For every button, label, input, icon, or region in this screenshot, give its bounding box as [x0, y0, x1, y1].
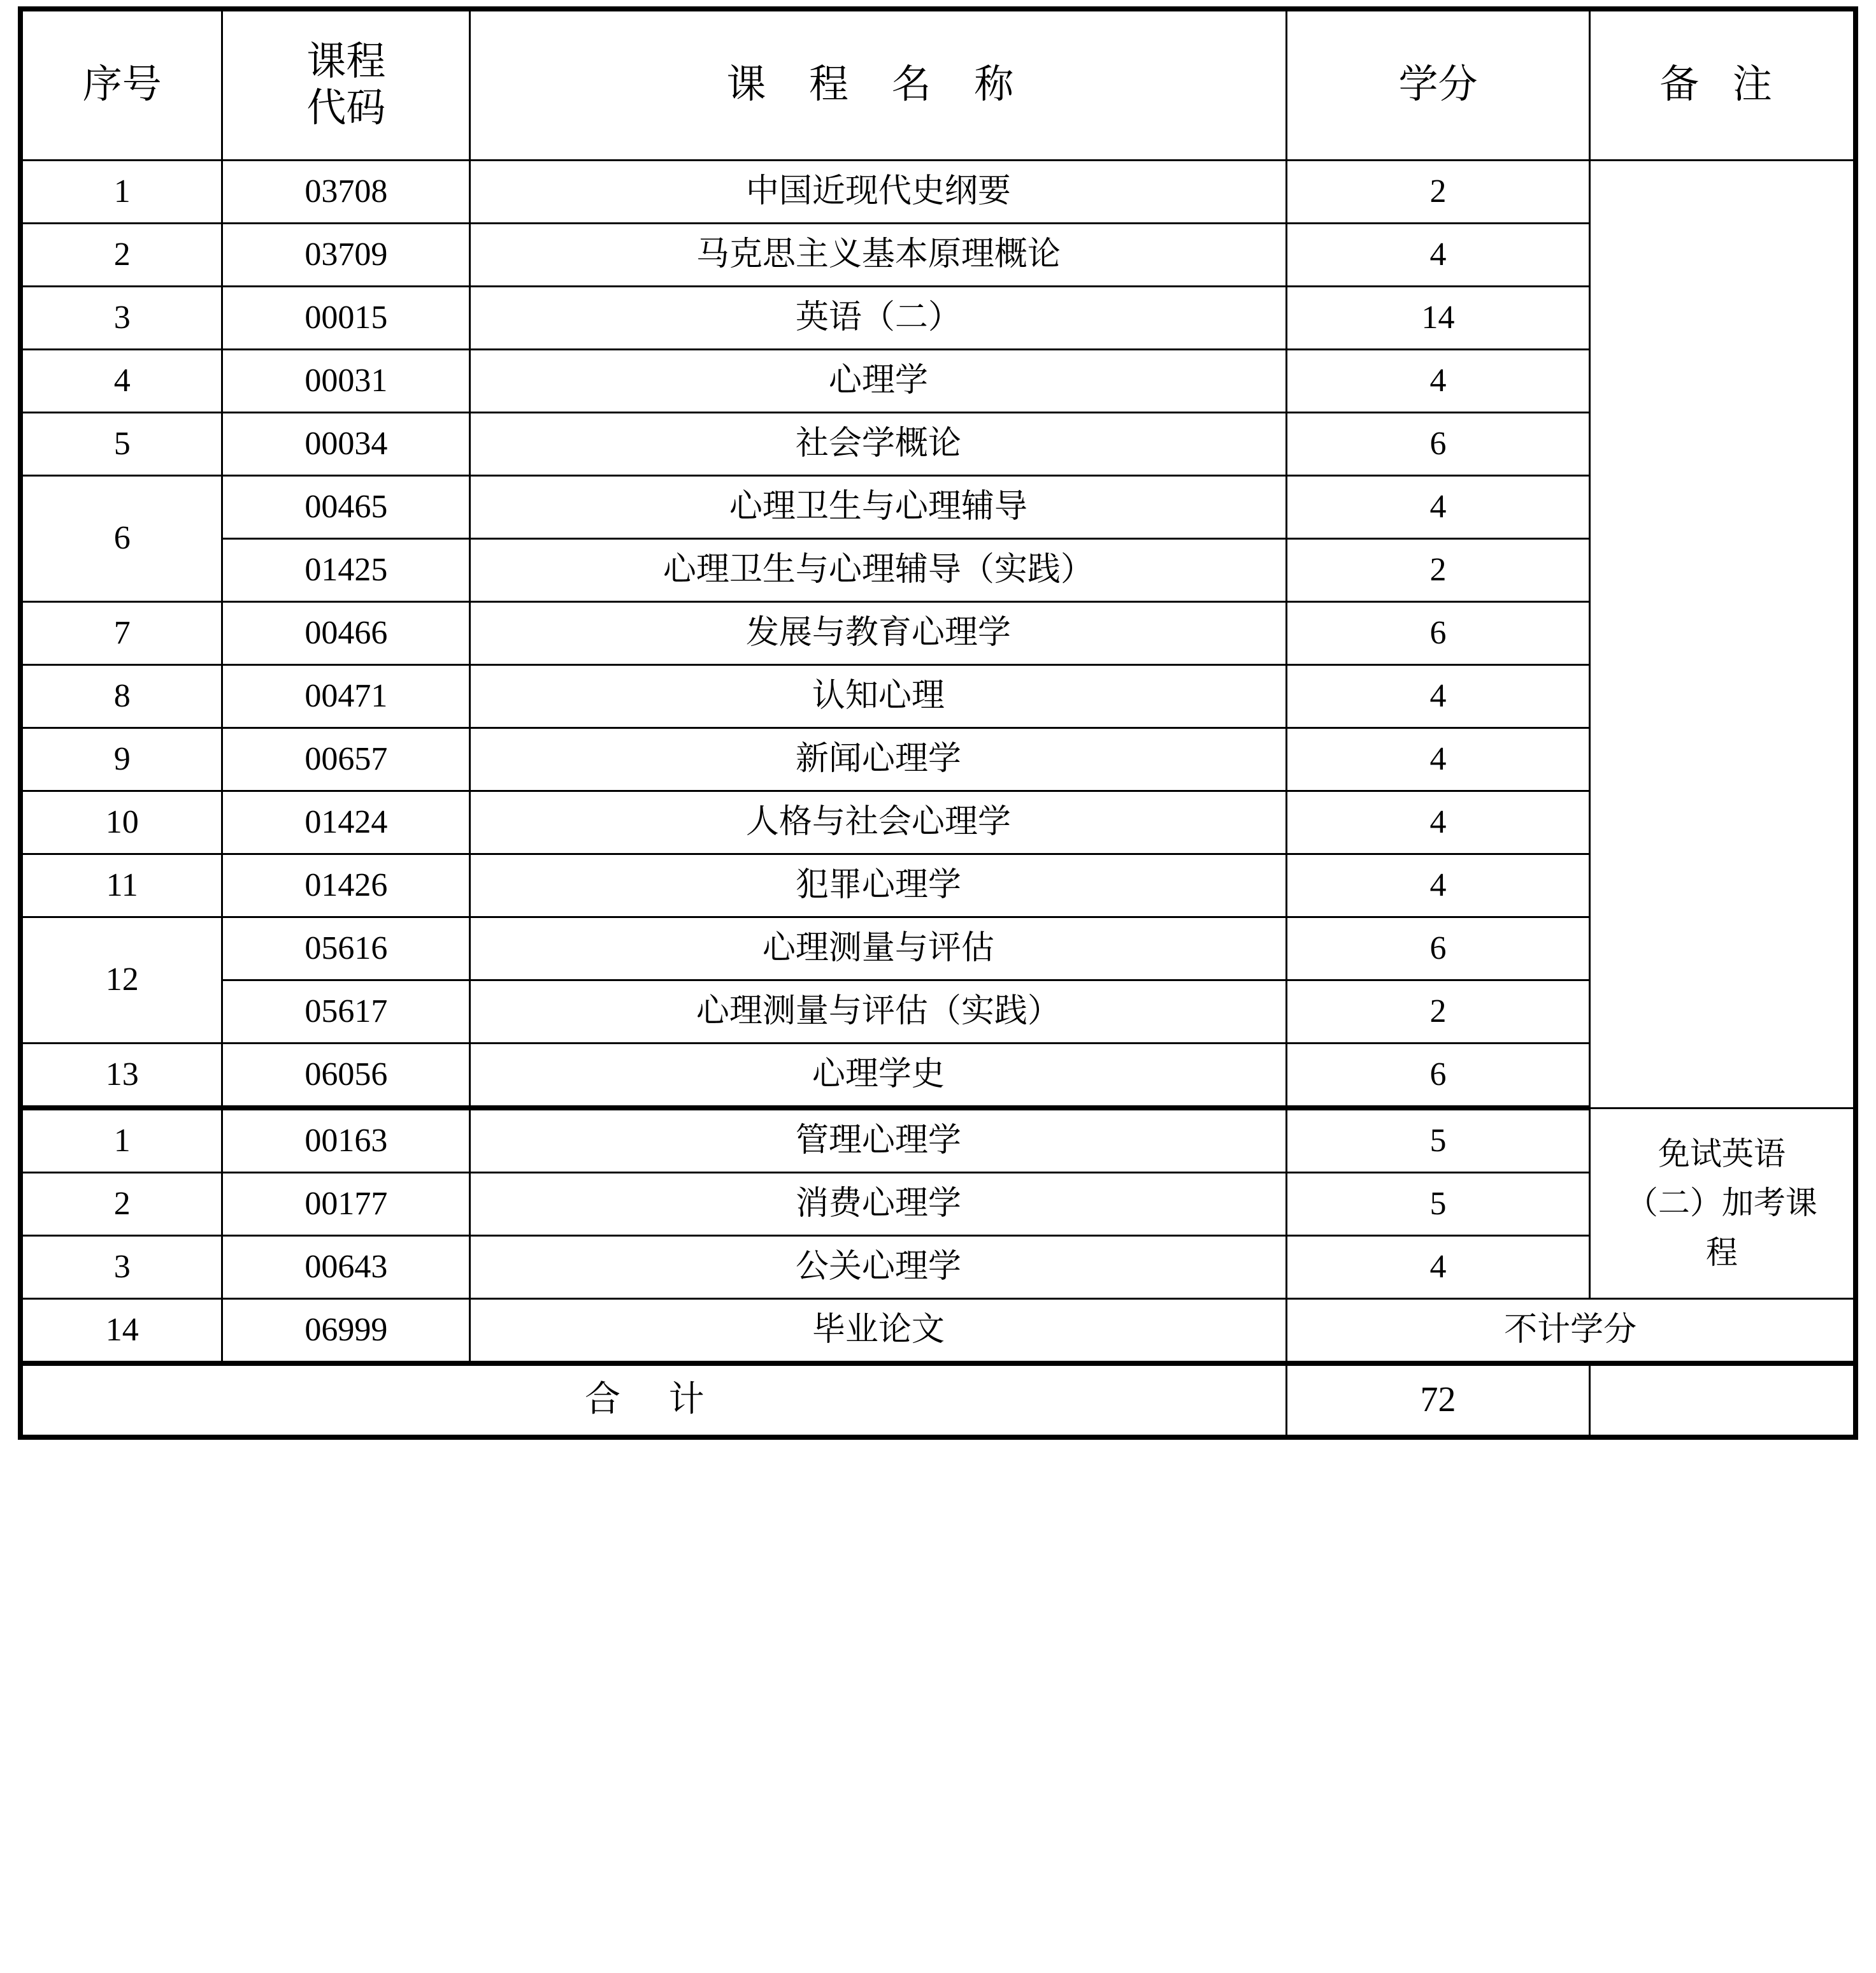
table-row: [20, 350, 1856, 413]
course-plan-table: [18, 6, 1858, 1440]
cell-code: 06056: [222, 1044, 470, 1108]
table-row: [20, 1108, 1856, 1173]
cell-no: 4: [20, 350, 222, 413]
cell-name: 认知心理: [470, 665, 1287, 728]
cell-code: 05617: [222, 980, 470, 1044]
cell-credit: 6: [1287, 917, 1589, 980]
header-cell-no: 序号: [20, 9, 222, 161]
table-row: [20, 917, 1856, 980]
cell-credit: 4: [1287, 791, 1589, 854]
cell-code: 00177: [222, 1173, 470, 1236]
total-note-empty: [1589, 1363, 1856, 1437]
cell-name: 发展与教育心理学: [470, 602, 1287, 665]
cell-credit: 4: [1287, 224, 1589, 287]
table-row-thesis: [20, 1299, 1856, 1364]
cell-credit: 14: [1287, 287, 1589, 350]
cell-credit-note: 不计学分: [1287, 1299, 1856, 1364]
cell-name: 心理测量与评估（实践）: [470, 980, 1287, 1044]
cell-credit: 6: [1287, 413, 1589, 476]
header-cell-note: 备 注: [1589, 9, 1856, 161]
cell-code: 00163: [222, 1108, 470, 1173]
table-row: [20, 1173, 1856, 1236]
cell-code: 00643: [222, 1236, 470, 1299]
cell-name: 心理卫生与心理辅导（实践）: [470, 539, 1287, 602]
table-body: [20, 161, 1856, 1438]
cell-credit: 5: [1287, 1108, 1589, 1173]
cell-credit: 4: [1287, 854, 1589, 917]
table-row: [20, 224, 1856, 287]
cell-no: 10: [20, 791, 222, 854]
table-row: [20, 728, 1856, 791]
cell-no: 12: [20, 917, 222, 1044]
table-row: [20, 980, 1856, 1044]
header-cell-name: 课 程 名 称: [470, 9, 1287, 161]
cell-note-empty: [1589, 161, 1856, 1108]
header-code-line2: 代码: [306, 87, 386, 130]
cell-credit: 2: [1287, 980, 1589, 1044]
cell-credit: 4: [1287, 665, 1589, 728]
cell-credit: 2: [1287, 161, 1589, 224]
header-code-line1: 课程: [306, 39, 386, 83]
total-label: 合 计: [20, 1363, 1287, 1437]
cell-credit: 4: [1287, 1236, 1589, 1299]
cell-code: 00465: [222, 476, 470, 539]
cell-code: 00657: [222, 728, 470, 791]
cell-name: 公关心理学: [470, 1236, 1287, 1299]
cell-code: 06999: [222, 1299, 470, 1364]
note-line-2: （二）加考课: [1626, 1185, 1817, 1221]
table-header: [20, 9, 1856, 161]
cell-name: 英语（二）: [470, 287, 1287, 350]
cell-credit: 4: [1287, 350, 1589, 413]
cell-no: 8: [20, 665, 222, 728]
cell-code: 01426: [222, 854, 470, 917]
cell-name: 中国近现代史纲要: [470, 161, 1287, 224]
header-cell-credit: 学分: [1287, 9, 1589, 161]
table-row: [20, 665, 1856, 728]
cell-name: 心理学: [470, 350, 1287, 413]
cell-credit: 2: [1287, 539, 1589, 602]
cell-no: 2: [20, 224, 222, 287]
cell-name: 人格与社会心理学: [470, 791, 1287, 854]
table-row: [20, 791, 1856, 854]
cell-name: 毕业论文: [470, 1299, 1287, 1364]
cell-code: 00466: [222, 602, 470, 665]
cell-credit: 5: [1287, 1173, 1589, 1236]
cell-no: 2: [20, 1173, 222, 1236]
cell-credit: 6: [1287, 602, 1589, 665]
table-row: [20, 476, 1856, 539]
cell-code: 00471: [222, 665, 470, 728]
cell-code: 00015: [222, 287, 470, 350]
cell-no: 14: [20, 1299, 222, 1364]
cell-credit: 4: [1287, 728, 1589, 791]
cell-code: 01425: [222, 539, 470, 602]
cell-note-exam-exemption: [1589, 1108, 1856, 1299]
table-row: [20, 161, 1856, 224]
cell-no: 3: [20, 1236, 222, 1299]
cell-name: 犯罪心理学: [470, 854, 1287, 917]
cell-credit: 4: [1287, 476, 1589, 539]
table-row: [20, 602, 1856, 665]
table-row: [20, 539, 1856, 602]
cell-no: 6: [20, 476, 222, 602]
cell-no: 13: [20, 1044, 222, 1108]
cell-name: 社会学概论: [470, 413, 1287, 476]
table-row: [20, 1044, 1856, 1108]
cell-name: 马克思主义基本原理概论: [470, 224, 1287, 287]
cell-no: 1: [20, 161, 222, 224]
table-row: [20, 854, 1856, 917]
table-row: [20, 1236, 1856, 1299]
cell-no: 9: [20, 728, 222, 791]
cell-no: 5: [20, 413, 222, 476]
table-row: [20, 413, 1856, 476]
cell-credit: 6: [1287, 1044, 1589, 1108]
table-row-total: [20, 1363, 1856, 1437]
cell-code: 01424: [222, 791, 470, 854]
cell-no: 7: [20, 602, 222, 665]
total-value: 72: [1287, 1363, 1589, 1437]
cell-code: 00031: [222, 350, 470, 413]
cell-name: 管理心理学: [470, 1108, 1287, 1173]
cell-code: 05616: [222, 917, 470, 980]
header-row: [20, 9, 1856, 161]
cell-name: 心理测量与评估: [470, 917, 1287, 980]
cell-code: 03709: [222, 224, 470, 287]
cell-no: 1: [20, 1108, 222, 1173]
cell-name: 心理学史: [470, 1044, 1287, 1108]
header-cell-code: [222, 9, 470, 161]
cell-code: 03708: [222, 161, 470, 224]
note-line-1: 免试英语: [1658, 1135, 1786, 1172]
cell-name: 新闻心理学: [470, 728, 1287, 791]
note-line-3: 程: [1705, 1234, 1738, 1270]
cell-no: 3: [20, 287, 222, 350]
table-row: [20, 287, 1856, 350]
cell-no: 11: [20, 854, 222, 917]
cell-code: 00034: [222, 413, 470, 476]
cell-name: 消费心理学: [470, 1173, 1287, 1236]
cell-name: 心理卫生与心理辅导: [470, 476, 1287, 539]
